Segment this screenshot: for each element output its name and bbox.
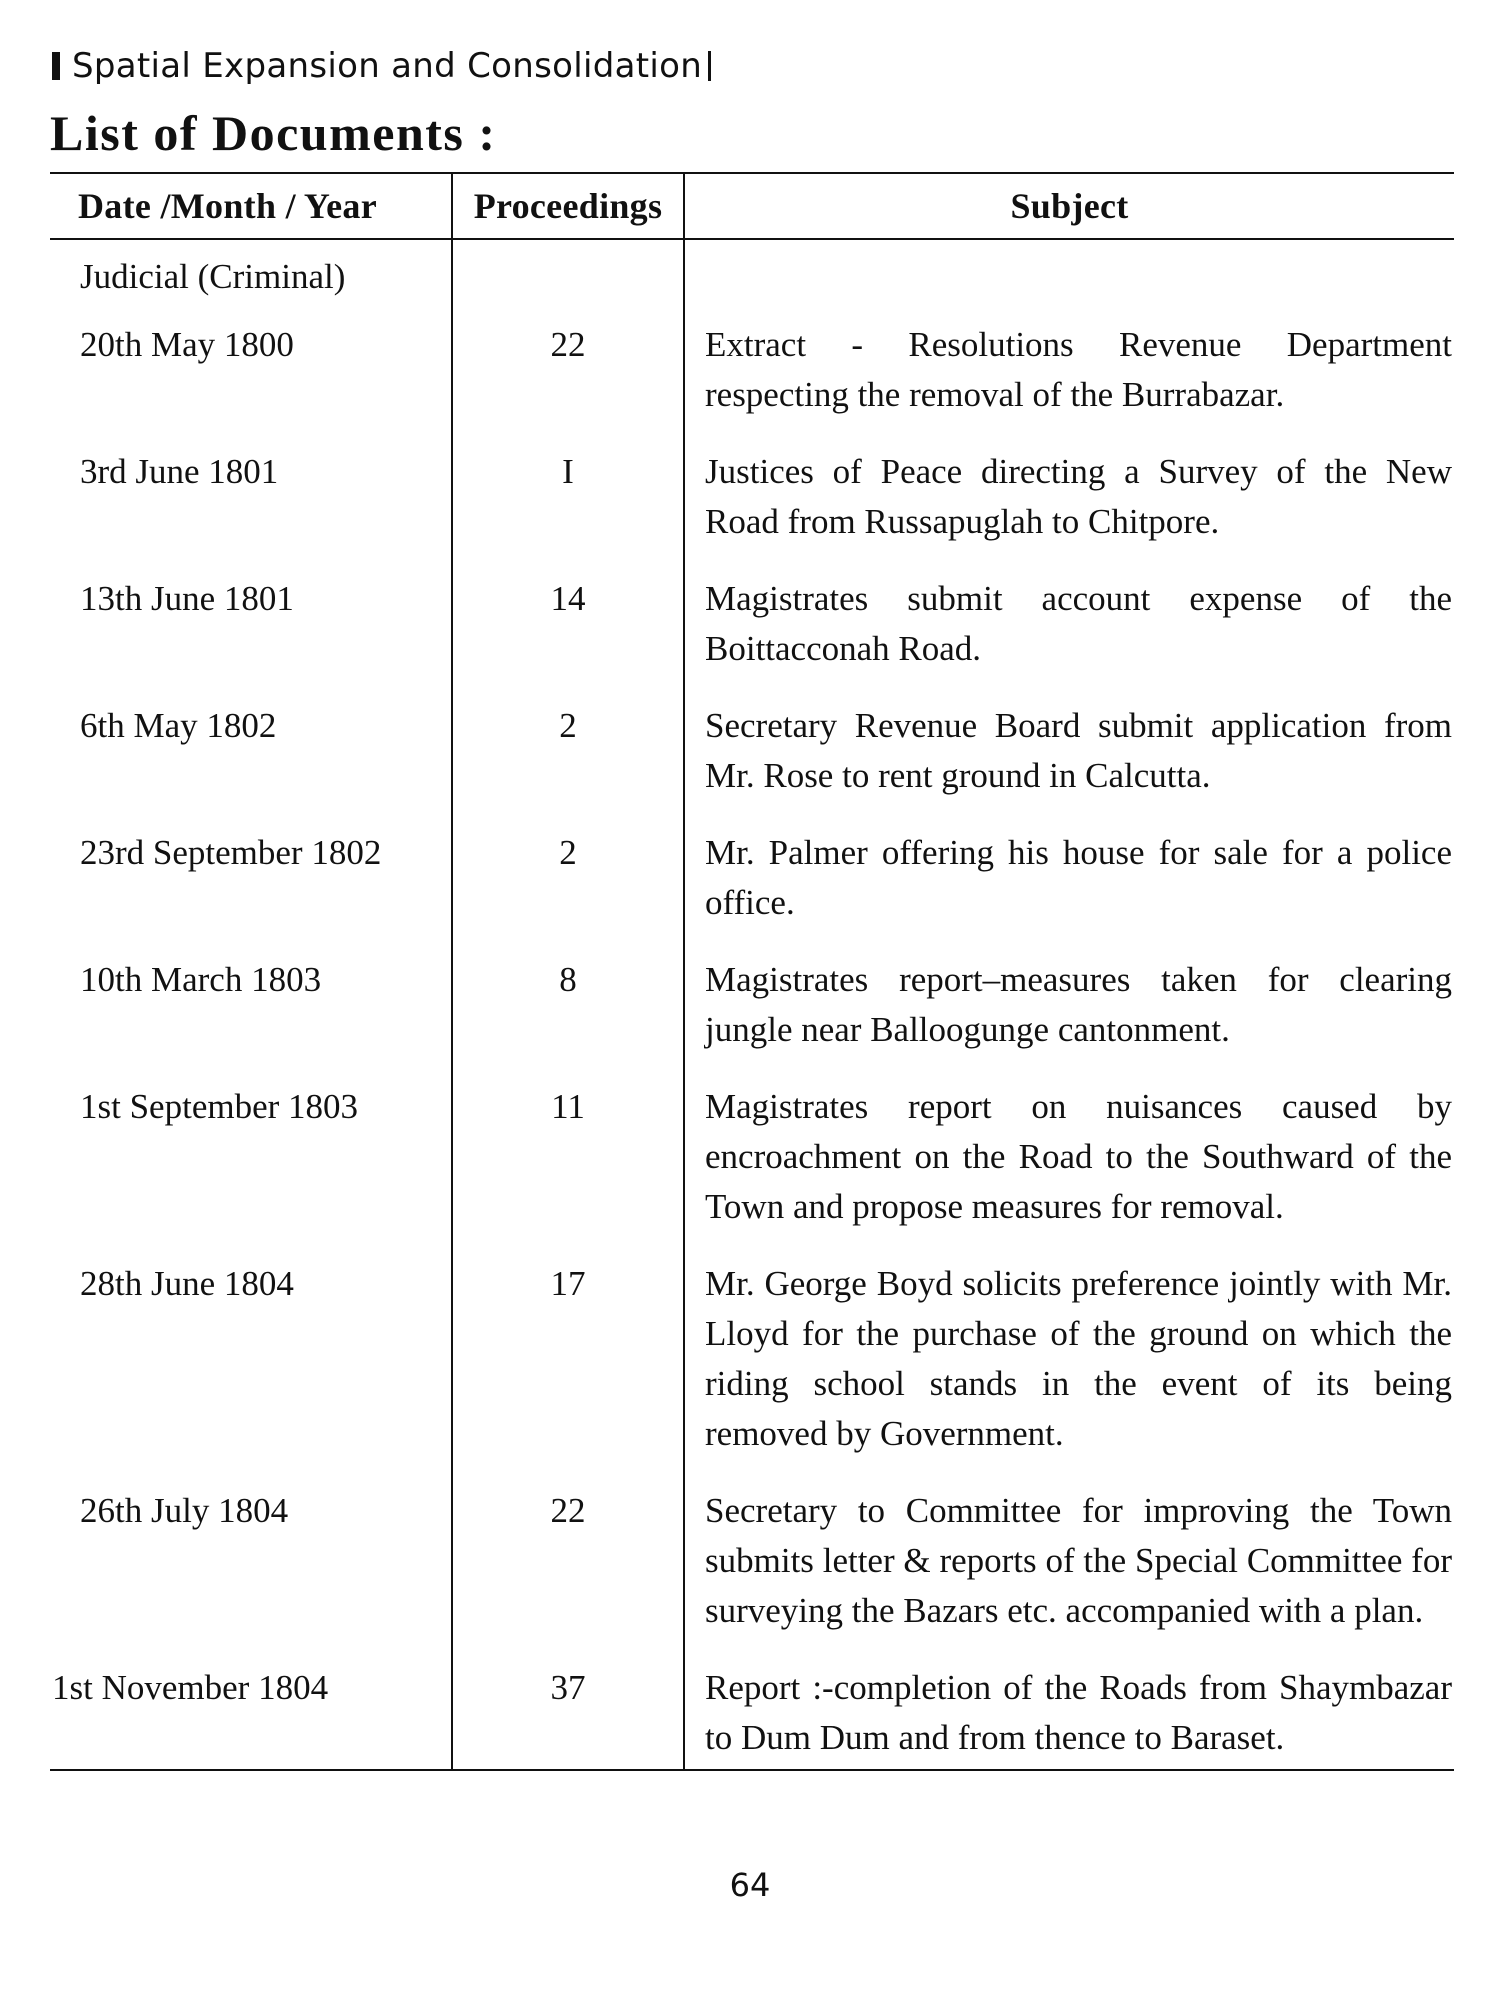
table-row [50,447,1454,574]
table-row [50,1663,1454,1770]
proceedings-cell: 2 [452,701,684,828]
date-cell: 13th June 1801 [80,579,294,618]
table-row [50,955,1454,1082]
table-row [50,701,1454,828]
table-body [50,239,1454,1770]
page-number: 64 [729,1866,771,1904]
table-row [50,828,1454,955]
date-cell: 26th July 1804 [80,1491,289,1530]
proceedings-cell: I [452,447,684,574]
table-row [50,320,1454,447]
subject-cell: Secretary Revenue Board submit application from Mr. Rose to rent ground in Calcutta. [705,706,1452,795]
table-row [50,574,1454,701]
date-cell: 1st September 1803 [80,1087,359,1126]
subject-cell: Magistrates report on nuisances caused by encroachment on the Road to the Southward of the Town and propose measures for removal. [705,1087,1452,1226]
table-row [50,1486,1454,1663]
date-cell: 23rd September 1802 [80,833,382,872]
bar-marker-icon [52,52,60,80]
table-row [50,1082,1454,1259]
page-title: List of Documents : [50,105,497,161]
subject-cell: Extract - Resolutions Revenue Department respecting the removal of the Burrabazar. [705,325,1452,414]
proceedings-cell: 8 [452,955,684,1082]
subject-cell: Secretary to Committee for improving the Town submits letter & reports of the Special Committee for surveying the Bazars etc. accompanied with a plan. [705,1491,1452,1630]
proceedings-cell: 14 [452,574,684,701]
date-cell: 1st November 1804 [50,1663,452,1770]
subject-cell: Mr. George Boyd solicits preference jointly with Mr. Lloyd for the purchase of the ground on which the riding school stands in the event of its being removed by Government. [705,1264,1452,1453]
date-cell: 28th June 1804 [80,1264,294,1303]
subject-cell: Magistrates submit account expense of the Boittacconah Road. [705,579,1452,668]
header-row [50,173,1454,239]
column-header-subject: Subject [684,173,1454,239]
table-header [50,173,1454,239]
proceedings-cell: 11 [452,1082,684,1259]
documents-table [50,172,1454,1771]
running-head [52,46,711,86]
subject-cell: Mr. Palmer offering his house for sale for a police office. [705,833,1452,922]
bar-end-marker-icon [708,51,711,81]
proceedings-cell: 37 [452,1663,684,1770]
column-header-proceedings: Proceedings [452,173,684,239]
date-cell: 6th May 1802 [80,706,277,745]
proceedings-cell: 22 [452,1486,684,1663]
proceedings-cell: 17 [452,1259,684,1486]
table-row [50,1259,1454,1486]
subject-cell: Magistrates report–measures taken for clearing jungle near Balloogunge cantonment. [705,960,1452,1049]
proceedings-cell: 22 [452,320,684,447]
proceedings-cell: 2 [452,828,684,955]
section-row [50,239,1454,320]
date-cell: 3rd June 1801 [80,452,279,491]
running-head-text: Spatial Expansion and Consolidation [72,46,703,86]
subject-cell: Justices of Peace directing a Survey of the New Road from Russapuglah to Chitpore. [705,452,1452,541]
subject-cell: Report :-completion of the Roads from Shaymbazar to Dum Dum and from thence to Baraset. [684,1663,1454,1770]
column-header-date: Date /Month / Year [50,173,452,239]
date-cell: 20th May 1800 [80,325,294,364]
date-cell: 10th March 1803 [80,960,322,999]
section-proceedings-cell [452,239,684,320]
section-label: Judicial (Criminal) [80,257,346,296]
section-subject-cell [684,239,1454,320]
